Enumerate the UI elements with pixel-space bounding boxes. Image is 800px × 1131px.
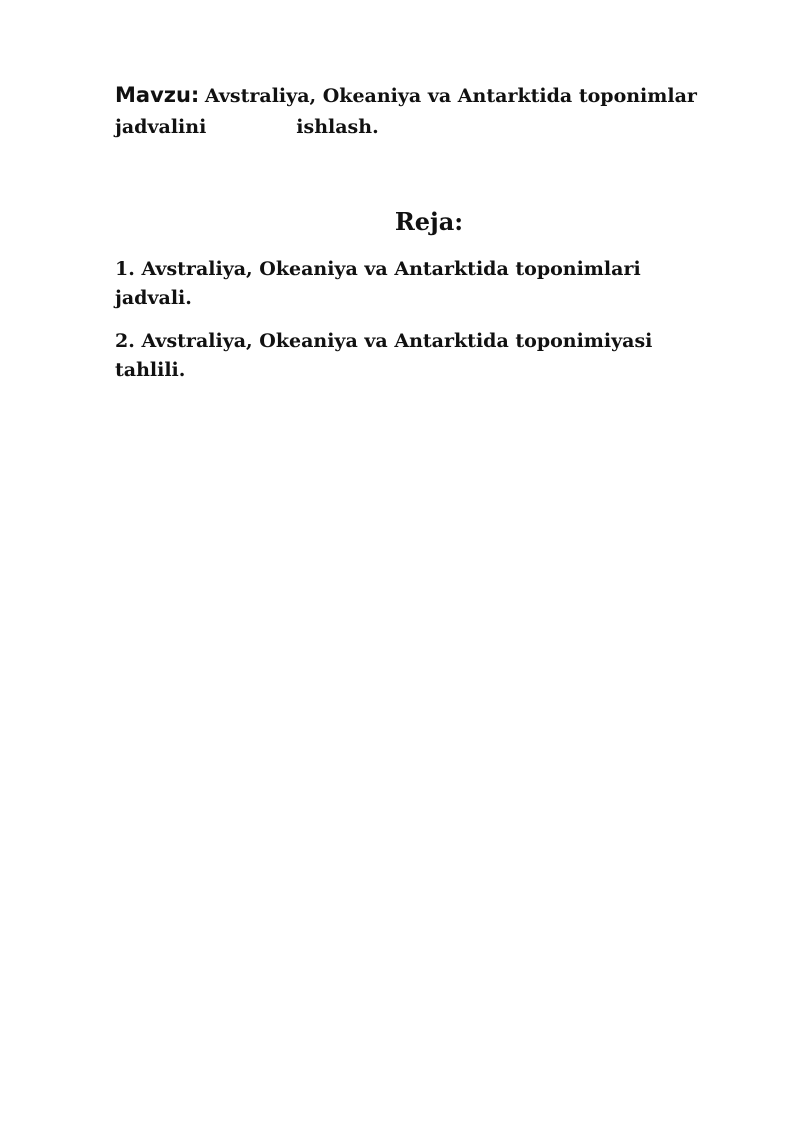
topic-text-line2-b: ishlash. [296, 116, 379, 138]
plan-item-1-line1: 1. Avstraliya, Okeaniya va Antarktida toponimlari [115, 258, 641, 280]
plan-item-1-line2: jadvali. [115, 287, 192, 309]
topic-label: Mavzu: [115, 83, 200, 107]
plan-item-2-line2: tahlili. [115, 359, 186, 381]
plan-item-2-line1: 2. Avstraliya, Okeaniya va Antarktida toponimiyasi [115, 330, 653, 352]
topic-line-2 [115, 112, 755, 143]
topic-block [115, 80, 755, 143]
topic-text-line2-a: jadvalini [115, 116, 207, 138]
topic-line-1 [115, 80, 755, 112]
topic-text-line1: Avstraliya, Okeaniya va Antarktida toponimlar [204, 85, 697, 107]
plan-heading: Reja: [394, 207, 464, 236]
plan-item-1 [115, 255, 715, 313]
plan-item-2 [115, 327, 715, 385]
